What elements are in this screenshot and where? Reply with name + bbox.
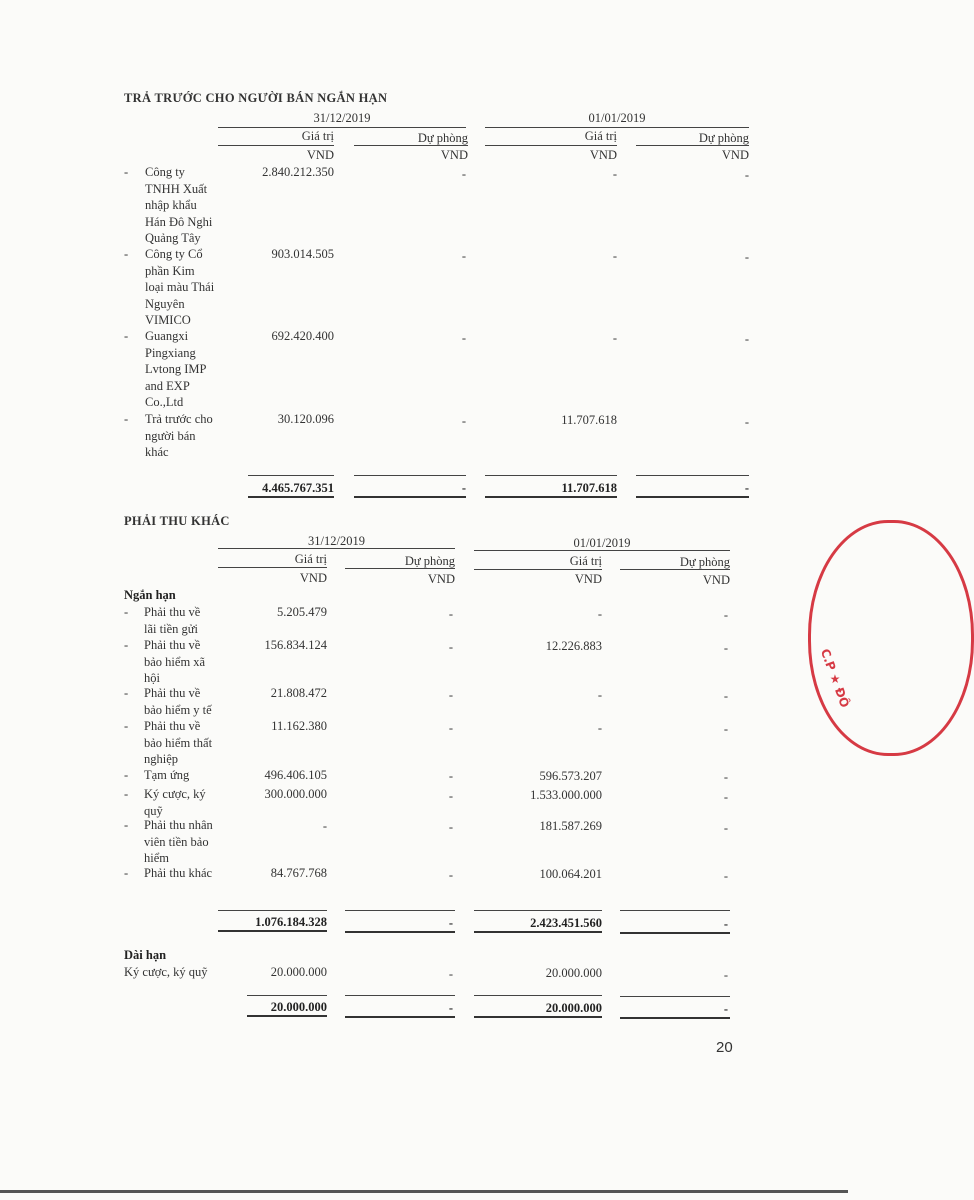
s2-long-row-prov-1: - xyxy=(448,967,453,981)
row-label xyxy=(144,817,213,867)
row-label xyxy=(144,767,189,784)
s2-long-total-rule-bottom xyxy=(620,1017,730,1019)
row-label-line: quỹ xyxy=(144,803,163,818)
stamp-text: C.P ★ ĐÔ xyxy=(817,646,852,710)
cell-prov: - xyxy=(461,414,466,428)
row-label xyxy=(144,637,205,687)
cell-value: 11.707.618 xyxy=(561,413,617,427)
cell-value: 300.000.000 xyxy=(264,787,327,801)
s2-long-total-value-1: 20.000.000 xyxy=(270,1000,327,1014)
s2-total-rule-bottom xyxy=(218,930,327,932)
stamp-text-arc xyxy=(810,640,852,740)
row-label-line: Lvtong IMP xyxy=(145,362,207,376)
cell-prov: - xyxy=(744,332,749,346)
s1-rule-col xyxy=(218,145,334,146)
row-dash: - xyxy=(124,818,129,832)
cell-value: 21.808.472 xyxy=(270,686,327,700)
s2-long-row-value-2: 20.000.000 xyxy=(545,966,602,980)
cell-prov: - xyxy=(448,721,453,735)
cell-prov: - xyxy=(448,820,453,834)
s2-long-row-label: Ký cược, ký quỹ xyxy=(124,965,208,979)
row-label-line: hội xyxy=(144,671,160,685)
row-label xyxy=(145,246,214,329)
s1-total-rule-bottom xyxy=(485,496,617,498)
row-label-line: Ký cược, ký xyxy=(144,787,206,801)
cell-prov: - xyxy=(448,640,453,654)
s1-total-rule-top xyxy=(354,475,466,476)
row-label-line: lãi tiền gửi xyxy=(144,621,198,636)
row-label-line: Hán Đô Nghi xyxy=(145,214,213,229)
cell-prov: - xyxy=(723,641,728,655)
s2-long-total-rule-top xyxy=(345,995,455,996)
row-label-line: Phải thu về xyxy=(144,638,201,652)
row-label-line: bảo hiểm thất xyxy=(144,735,213,750)
row-label-line: Phải thu nhân xyxy=(144,818,213,832)
row-label-line: Trả trước cho xyxy=(145,412,213,426)
cell-prov: - xyxy=(448,688,453,702)
cell-value: 30.120.096 xyxy=(277,412,334,426)
s1-rule-col xyxy=(485,145,617,146)
cell-prov: - xyxy=(744,415,749,429)
s1-col-value-1: Giá trị xyxy=(301,129,334,143)
row-dash: - xyxy=(124,605,129,619)
cell-value: - xyxy=(612,249,617,263)
cell-prov: - xyxy=(723,608,728,622)
row-label-line: Tạm ứng xyxy=(144,768,190,782)
row-label-line: người bán xyxy=(145,428,196,443)
row-label xyxy=(144,865,212,882)
row-dash: - xyxy=(124,165,129,179)
cell-value: - xyxy=(612,167,617,181)
s2-long-row-value-1: 20.000.000 xyxy=(270,965,327,979)
row-label-line: TNHH Xuất xyxy=(145,181,208,196)
s2-total-value-1: 1.076.184.328 xyxy=(255,915,327,929)
s1-date1: 31/12/2019 xyxy=(313,111,371,125)
s2-total-rule-top xyxy=(345,910,455,911)
s1-total-rule-bottom xyxy=(248,496,334,498)
s1-total-prov-1: - xyxy=(461,481,466,495)
cell-prov: - xyxy=(461,331,466,345)
row-label xyxy=(144,604,200,637)
s2-rule-col xyxy=(218,567,327,568)
row-label-line: loại màu Thái xyxy=(145,280,215,294)
row-label-line: Phải thu về xyxy=(144,686,201,700)
cell-prov: - xyxy=(744,250,749,264)
s2-col-value-1: Giá trị xyxy=(294,552,327,566)
scan-edge xyxy=(0,1190,848,1193)
row-label-line: Pingxiang xyxy=(145,345,196,360)
s1-date2: 01/01/2019 xyxy=(588,111,646,125)
row-dash: - xyxy=(124,719,129,733)
cell-value: 496.406.105 xyxy=(264,768,327,782)
cell-value: 692.420.400 xyxy=(271,329,334,343)
s1-total-rule-bottom xyxy=(636,496,749,498)
s2-long-total-prov-1: - xyxy=(448,1001,453,1015)
s1-unit-2: VND xyxy=(440,148,468,162)
s2-col-prov-1: Dự phòng xyxy=(404,554,455,568)
s1-col-prov-2: Dự phòng xyxy=(698,131,749,145)
s2-col-value-2: Giá trị xyxy=(569,554,602,568)
cell-prov: - xyxy=(448,868,453,882)
s1-col-prov-1: Dự phòng xyxy=(417,131,468,145)
row-label xyxy=(144,685,212,718)
s2-rule-col xyxy=(474,569,602,570)
s2-long-total-rule-bottom xyxy=(474,1016,602,1018)
s2-total-value-2: 2.423.451.560 xyxy=(530,916,602,930)
row-label-line: hiểm xyxy=(144,851,169,865)
s2-rule-col xyxy=(620,569,730,570)
row-label-line: Công ty Cổ xyxy=(145,247,203,261)
row-label xyxy=(145,411,213,461)
s2-long-total-prov-2: - xyxy=(723,1002,728,1016)
cell-value: 2.840.212.350 xyxy=(262,165,334,179)
cell-value: - xyxy=(597,721,602,735)
s1-total-rule-bottom xyxy=(354,496,466,498)
cell-prov: - xyxy=(461,249,466,263)
cell-value: - xyxy=(612,331,617,345)
s2-long-total-rule-top xyxy=(474,995,602,996)
s1-unit-4: VND xyxy=(721,148,749,162)
s1-rule-col xyxy=(636,145,749,146)
row-dash: - xyxy=(124,768,129,782)
s1-total-value-2: 11.707.618 xyxy=(561,481,617,495)
cell-value: - xyxy=(597,607,602,621)
s2-long-total-rule-bottom xyxy=(345,1016,455,1018)
cell-prov: - xyxy=(723,722,728,736)
s1-total-rule-top xyxy=(248,475,334,476)
row-label-line: nghiệp xyxy=(144,752,179,766)
s2-long-term-label: Dài hạn xyxy=(124,948,167,962)
row-label xyxy=(145,164,212,247)
row-label-line: and EXP xyxy=(145,378,190,393)
cell-value: - xyxy=(597,688,602,702)
s1-rule-col xyxy=(354,145,468,146)
s2-total-prov-2: - xyxy=(723,917,728,931)
s2-total-rule-top xyxy=(218,910,327,911)
row-label-line: Quảng Tây xyxy=(145,231,201,245)
s2-unit-1: VND xyxy=(299,571,327,585)
s2-rule-date1 xyxy=(218,548,455,549)
row-label-line: Phải thu về xyxy=(144,719,201,733)
cell-value: 100.064.201 xyxy=(539,867,602,881)
s2-total-rule-bottom xyxy=(345,931,455,933)
s2-total-rule-bottom xyxy=(620,932,730,934)
s2-long-total-rule-bottom xyxy=(247,1015,327,1017)
s2-long-row-prov-2: - xyxy=(723,968,728,982)
cell-prov: - xyxy=(723,770,728,784)
row-dash: - xyxy=(124,866,129,880)
row-dash: - xyxy=(124,329,129,343)
s2-rule-date2 xyxy=(474,550,730,551)
row-label-line: Co.,Ltd xyxy=(145,395,184,409)
cell-value: 181.587.269 xyxy=(539,819,602,833)
row-label-line: Nguyên xyxy=(145,296,185,311)
s2-unit-2: VND xyxy=(427,572,455,586)
section1-title: TRẢ TRƯỚC CHO NGƯỜI BÁN NGẮN HẠN xyxy=(124,91,388,105)
s2-date2: 01/01/2019 xyxy=(573,536,631,550)
cell-value: 156.834.124 xyxy=(264,638,327,652)
cell-prov: - xyxy=(461,167,466,181)
s1-total-prov-2: - xyxy=(744,481,749,495)
cell-prov: - xyxy=(448,607,453,621)
cell-value: 596.573.207 xyxy=(539,769,602,783)
s1-unit-1: VND xyxy=(306,148,334,162)
row-dash: - xyxy=(124,412,129,426)
row-label xyxy=(145,328,206,411)
cell-value: 5.205.479 xyxy=(277,605,327,619)
s2-total-rule-top xyxy=(474,910,602,911)
row-dash: - xyxy=(124,638,129,652)
s2-unit-3: VND xyxy=(574,572,602,586)
s2-long-total-rule-top xyxy=(247,995,327,996)
row-dash: - xyxy=(124,686,129,700)
s2-rule-col xyxy=(345,568,455,569)
section2-title: PHẢI THU KHÁC xyxy=(124,514,230,528)
row-label-line: VIMICO xyxy=(145,313,191,327)
s2-long-total-rule-top xyxy=(620,996,730,997)
cell-value: 11.162.380 xyxy=(271,719,327,733)
s2-short-term-label: Ngắn hạn xyxy=(124,588,176,602)
cell-prov: - xyxy=(744,168,749,182)
s1-total-rule-top xyxy=(485,475,617,476)
cell-prov: - xyxy=(448,789,453,803)
row-label-line: Phải thu khác xyxy=(144,866,213,880)
cell-prov: - xyxy=(723,821,728,835)
s1-total-value-1: 4.465.767.351 xyxy=(262,481,334,495)
s1-unit-3: VND xyxy=(589,148,617,162)
s2-col-prov-2: Dự phòng xyxy=(679,555,730,569)
row-label-line: nhập khẩu xyxy=(145,198,197,212)
cell-value: 1.533.000.000 xyxy=(530,788,602,802)
row-label-line: Công ty xyxy=(145,165,185,179)
row-label-line: phần Kim xyxy=(145,263,195,278)
cell-value: - xyxy=(322,819,327,833)
cell-value: 12.226.883 xyxy=(545,639,602,653)
s2-unit-4: VND xyxy=(702,573,730,587)
cell-prov: - xyxy=(448,769,453,783)
s1-col-value-2: Giá trị xyxy=(584,129,617,143)
row-label-line: Guangxi xyxy=(145,329,189,343)
s2-total-rule-top xyxy=(620,910,730,911)
row-label-line: bảo hiểm xã xyxy=(144,654,206,669)
row-dash: - xyxy=(124,247,129,261)
cell-value: 84.767.768 xyxy=(270,866,327,880)
cell-prov: - xyxy=(723,869,728,883)
page-number: 20 xyxy=(716,1039,733,1056)
cell-value: 903.014.505 xyxy=(271,247,334,261)
s2-total-prov-1: - xyxy=(448,916,453,930)
cell-prov: - xyxy=(723,689,728,703)
s2-long-total-value-2: 20.000.000 xyxy=(545,1001,602,1015)
row-label xyxy=(144,718,212,768)
row-label-line: viên tiền bảo xyxy=(144,834,209,849)
row-dash: - xyxy=(124,787,129,801)
s1-total-rule-top xyxy=(636,475,749,476)
s2-total-rule-bottom xyxy=(474,931,602,933)
cell-prov: - xyxy=(723,790,728,804)
row-label-line: Phải thu về xyxy=(144,605,201,619)
row-label xyxy=(144,786,206,819)
row-label-line: khác xyxy=(145,445,169,459)
s2-date1: 31/12/2019 xyxy=(308,534,365,548)
row-label-line: bảo hiểm y tế xyxy=(144,702,212,717)
